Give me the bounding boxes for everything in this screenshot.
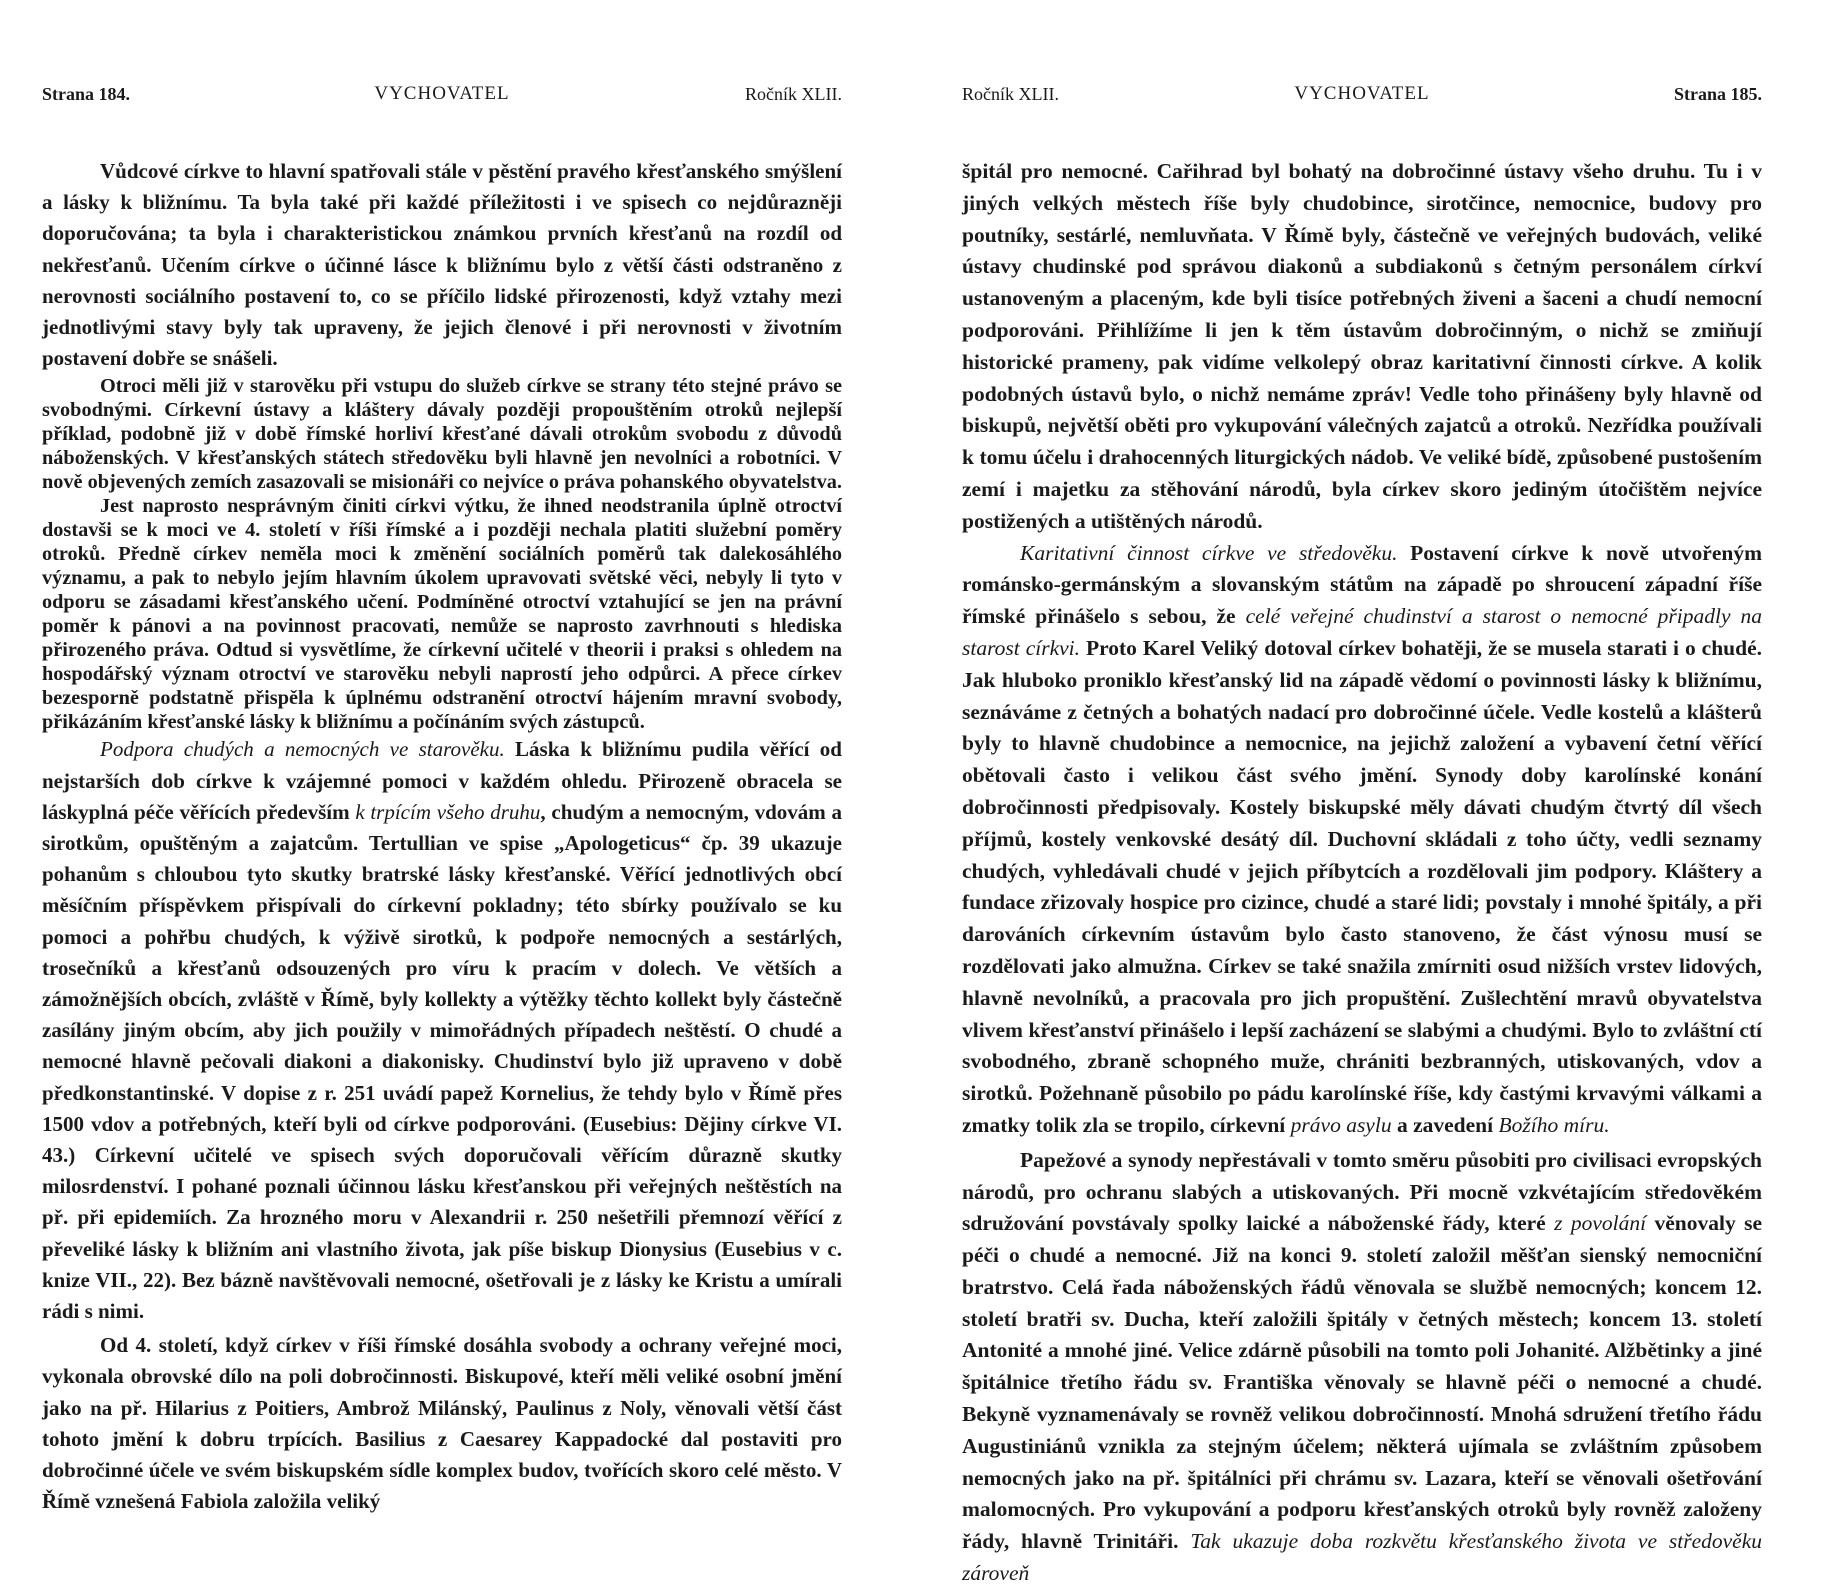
paragraph: Od 4. století, když církev v říši římské dosáhla svobody a ochrany veřejné moci, vykonala obrovské dílo na poli dobročinnosti. Biskupové, kteří měli veliké osobní jmění jako na př. Hilarius z Poitiers, Ambrož Milánský, Paulinus z Noly, věnovali větší část tohoto jmění k dobru trpících. Basilius z Caesarey Kappadocké dal postaviti pro dobročinné účele ve svém biskupském sídle komplex budov, tvořících skoro celé město. V Římě vznešená Fabiola založila veliký <box>42 1333 842 1514</box>
left-page-header <box>42 80 842 108</box>
volume-label: Ročník XLII. <box>745 84 842 104</box>
left-page-body <box>42 156 842 1518</box>
paragraph: Otroci měli již v starověku při vstupu do služeb církve se strany této stejné právo se svobodnými. Církevní ústavy a kláštery dávaly později propouštěním otroků nejlepší příklad, podobně již v době římské horliví křesťané dávali otrokům svobodu z důvodů náboženských. V křesťanských státech středověku byli hlavně jen nevolníci a robotníci. V nově objevených zemích zasazovali se misionáři co nejvíce o práva pohanského obyvatelstva. <box>42 375 842 494</box>
right-page-body <box>962 156 1762 1590</box>
journal-title: VYCHOVATEL <box>1294 83 1430 104</box>
page-number: Strana 184. <box>42 84 131 104</box>
paragraph: Podpora chudých a nemocných ve starověku. Láska k bližnímu pudila věřící od nejstarších dob církve k vzájemné pomoci v každém ohledu. Přirozeně obracela se láskyplná péče věřících především k trpícím všeho druhu, chudým a nemocným, vdovám a sirotkům, opuštěným a zajatcům. Tertullian ve spise „Apologeticus“ čp. 39 ukazuje pohanům s chloubou tyto skutky bratrské lásky křesťanské. Věřící jednotlivých obcí měsíčním příspěvkem přispívali do církevní pokladny; této sbírky používalo se ku pomoci a pohřbu chudých, k výživě sirotků, k podpoře nemocných a sestárlých, trosečníků a křesťanů odsouzených pro víru k pracím v dolech. Ve větších a zámožnějších obcích, zvláště v Římě, byly kollekty a výtěžky těchto kollekt byly částečně zasílány jiným obcím, aby jich použily v mimořádných případech neštěstí. O chudé a nemocné hlavně pečovali diakoni a diakonisky. Chudinství bylo již upraveno v době předkonstantinské. V dopise z r. 251 uvádí papež Kornelius, že tehdy bylo v Římě přes 1500 vdov a potřebných, kteří byli od církve podporováni. (Eusebius: Dějiny církve VI. 43.) Církevní učitelé ve spisech svých doporučovali věřícím důrazně skutky milosrdenství. I pohané poznali účinnou lásku křesťanskou při veřejných neštěstích na př. při epidemiích. Za hrozného moru v Alexandrii r. 250 nešetřili přemnozí věřící z převeliké lásky k bližním ani vlastního života, jak píše biskup Dionysius (Eusebius v c. knize VII., 22). Bez bázně navštěvovali nemocné, ošetřovali je z lásky ke Kristu a umírali rádi s nimi. <box>42 737 842 1324</box>
section-title: Karitativní činnost církve ve středověku. <box>1020 540 1398 565</box>
journal-title: VYCHOVATEL <box>374 83 510 104</box>
left-page <box>42 80 842 1514</box>
paragraph: špitál pro nemocné. Cařihrad byl bohatý na dobročinné ústavy všeho druhu. Tu i v jiných velkých městech říše byly chudobince, sirotčince, nemocnice, budovy pro poutníky, sestárlé, nemluvňata. V Římě byly, částečně ve veřejných budovách, veliké ústavy chudinské pod správou diakonů a subdiakonů s četným personálem církví ustanoveným a placeným, kde byli tisíce potřebných živeni a šaceni a chudí nemocní podporováni. Přihlížíme li jen k těm ústavům dobročinným, o nichž se zmiňují historické prameny, pak vidíme velkolepý obraz karitativní činnosti církve. A kolik podobných ústavů bylo, o nichž nemáme zpráv! Vedle toho přinášeny byly hlavně od biskupů, největší oběti pro vykupování válečných zajatců a otroků. Nezřídka používali k tomu účelu i drahocenných liturgických nádob. Ve veliké bídě, způsobené pustošením zemí i majetku za stěhování národů, byla církev skoro jediným útočištěm nejvíce postižených a utištěných národů. <box>962 159 1762 533</box>
page-number: Strana 185. <box>1673 84 1762 104</box>
right-page-header <box>962 80 1762 108</box>
paragraph: Papežové a synody nepřestávali v tomto směru působiti pro civilisaci evropských národů, pro ochranu slabých a utiskovaných. Při mocně vzkvétajícím středověkém sdružování povstávaly spolky laické a náboženské řády, které z povolání věnovaly se péči o chudé a nemocné. Již na konci 9. století založil měšťan sienský nemocniční bratrstvo. Celá řada náboženských řádů věnovala se službě nemocných; koncem 12. století bratři sv. Ducha, kteří založili špitály v četných městech; koncem 13. století Antonité a mnohé jiné. Velice zdárně působili na tomto poli Johanité. Alžbětinky a jiné špitálnice třetího řádu sv. Františka věnovaly se hlavně péči o nemocné a chudé. Bekyně vyznamenávaly se rovněž velikou dobročinností. Mnohá sdružení třetího řádu Augustiniánů vznikla za stejným účelem; některá ujímala se zvláštním způsobem nemocných jako na př. špitálníci při chrámu sv. Lazara, kteří se věnovali ošetřování malomocných. Pro vykupování a podporu křesťanských otroků byly rovněž založeny řády, hlavně Trinitáři. Tak ukazuje doba rozkvětu křesťanského života ve středověku zároveň <box>962 1147 1762 1586</box>
volume-label: Ročník XLII. <box>962 84 1059 104</box>
section-title: Podpora chudých a nemocných ve starověku. <box>100 737 505 762</box>
paragraph: Jest naprosto nesprávným činiti církvi výtku, že ihned neodstranila úplně otroctví dostavši se k moci ve 4. století v říši římské a i později nechala platiti služební poměry otroků. Předně církev neměla moci k změnění sociálních poměrů tak dalekosáhlého významu, a pak to nebylo jejím hlavním úkolem upravovati světské věci, nebyly li tyto v odporu se zásadami křesťanského učení. Podmíněné otroctví vztahující se jen na právní poměr k pánovi a na povinnost pracovati, nemůže se naprosto zavrhnouti s hlediska přirozeného práva. Odtud si vysvětlíme, že církevní učitelé v theorii i praksi s ohledem na hospodářský význam otroctví ve starověku nebyli naprostí jeho odpůrci. A přece církev bezesporně podstatně přispěla k úplnému odstranění otroctví hájením mravní svobody, přikázáním křesťanské lásky k bližnímu a počínáním svých zástupců. <box>42 495 842 734</box>
paragraph: Vůdcové církve to hlavní spatřovali stále v pěstění pravého křesťanského smýšlení a lásky k bližnímu. Ta byla také při každé příležitosti i ve spisech co nejdůrazněji doporučována; ta byla i charakteristickou známkou prvních křesťanů na rozdíl od nekřesťanů. Učením církve o účinné lásce k bližnímu bylo z větší části odstraněno z nerovnosti sociálního postavení to, co se příčilo lidské přirozenosti, když vztahy mezi jednotlivými stavy byly tak upraveny, že jejich členové i při nerovnosti v životním postavení dobře se snášeli. <box>42 159 842 371</box>
paragraph: Karitativní činnost církve ve středověku. Postavení církve k nově utvořeným románsko-germánským a slovanským státům na západě po shroucení západní říše římské přinášelo s sebou, že celé veřejné chudinství a starost o nemocné připadly na starost církvi. Proto Karel Veliký dotoval církev bohatěji, že se musela starati i o chudé. Jak hluboko proniklo křesťanský lid na západě vědomí o povinnosti lásky k bližnímu, seznáváme z četných a bohatých nadací pro dobročinné účele. Vedle kostelů a klášterů byly to hlavně chudobince a nemocnice, na jejichž založení a vybavení četní věřící obětovali často i velikou část svého jmění. Synody doby karolínské konání dobročinnosti předpisovaly. Kostely biskupské měly dávati chudým čtvrtý díl všech příjmů, kostely venkovské desátý díl. Duchovní skládali z toho účty, vedli seznamy chudých, vyhledávali chudé v jejich příbytcích a rozdělovali jim podpory. Kláštery a fundace zřizovaly hospice pro cizince, chudé a staré lidi; povstaly i mnohé špitály, a při darováních církevním ústavům bylo často stanoveno, že část výnosu musí se rozdělovati jako almužna. Církev se také snažila zmírniti osud nižších vrstev lidových, hlavně nevolníků, a pracovala pro jich propuštění. Zušlechtění mravů obyvatelstva vlivem křesťanství přinášelo i lepší zacházení se slabými a chudými. Bylo to zvláštní ctí svobodného, zbraně schopného muže, chrániti bezbranných, utiskovaných, vdov a sirotků. Požehnaně působilo po pádu karolínské říše, kdy častými krvavými válkami a zmatky tolik zla se tropilo, církevní právo asylu a zavedení Božího míru. <box>962 540 1763 1137</box>
right-page <box>962 80 1763 1586</box>
